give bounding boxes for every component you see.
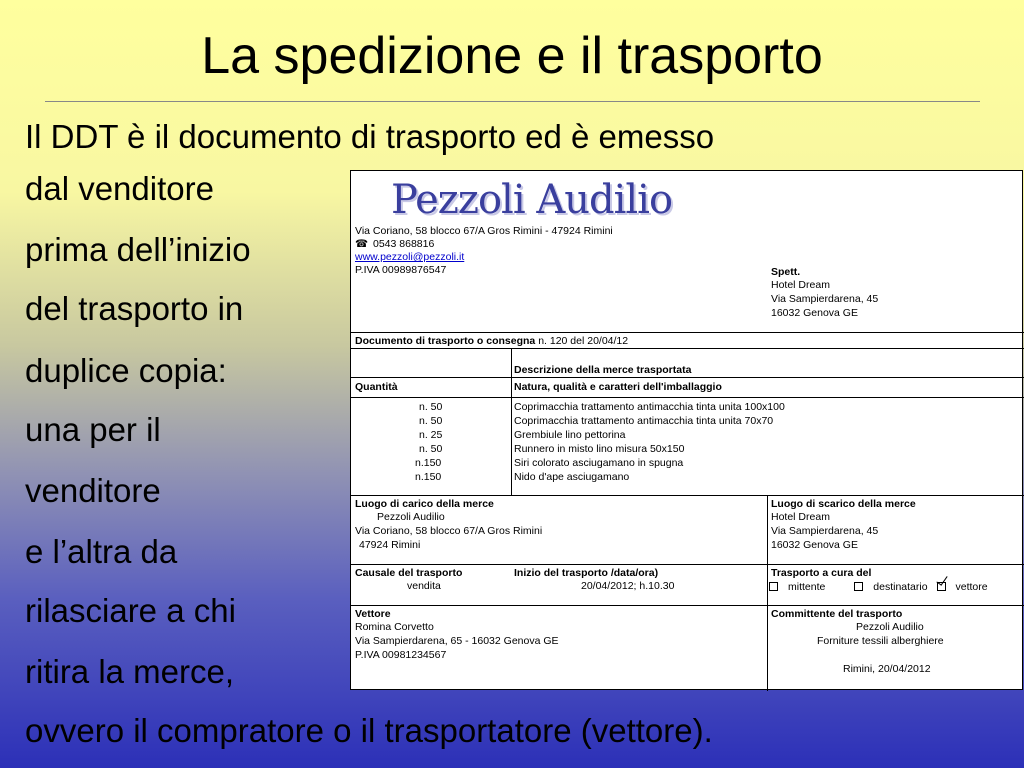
- row-qty: n. 50: [419, 443, 443, 455]
- client-place-date: Rimini, 20/04/2012: [843, 663, 931, 675]
- option-vettore: vettore: [955, 581, 988, 593]
- text-line-11: ovvero il compratore o il trasportatore (vettore).: [25, 712, 713, 749]
- text-line-4: del trasporto in: [25, 290, 244, 327]
- row-desc: Grembiule lino pettorina: [514, 429, 626, 441]
- doc-number-value: n. 120 del 20/04/12: [538, 335, 629, 347]
- option-destinatario: destinatario: [873, 581, 928, 593]
- client-name: Pezzoli Audilio: [856, 621, 924, 633]
- text-line-7: venditore: [25, 472, 161, 509]
- start-label: Inizio del trasporto /data/ora): [514, 567, 659, 579]
- checkbox-vettore-checked[interactable]: [937, 582, 946, 591]
- checkbox-mittente[interactable]: [769, 582, 778, 591]
- recipient-name: Hotel Dream: [771, 279, 830, 291]
- text-line-8: e l’altra da: [25, 533, 178, 570]
- row-qty: n. 50: [419, 401, 443, 413]
- row-qty: n. 50: [419, 415, 443, 427]
- qty-header: Quantità: [355, 381, 398, 393]
- desc-header: Descrizione della merce trasportata: [514, 364, 692, 376]
- start-value: 20/04/2012; h.10.30: [581, 580, 675, 592]
- text-line-2: dal venditore: [25, 170, 214, 207]
- text-line-6: una per il: [25, 411, 161, 448]
- sender-address: Via Coriano, 58 blocco 67/A Gros Rimini - 47924 Rimini: [355, 225, 613, 237]
- carrier-vat: P.IVA 00981234567: [355, 649, 447, 661]
- carrier-label: Vettore: [355, 608, 391, 620]
- text-line-10: ritira la merce,: [25, 653, 235, 690]
- carrier-street: Via Sampierdarena, 65 - 16032 Genova GE: [355, 635, 559, 647]
- text-line-1: Il DDT è il documento di trasporto ed è emesso: [25, 118, 715, 155]
- option-mittente: mittente: [788, 581, 826, 593]
- doc-number-line: [355, 335, 628, 348]
- recipient-label: Spett.: [771, 266, 801, 278]
- text-line-5: duplice copia:: [25, 352, 227, 389]
- row-qty: n. 25: [419, 429, 443, 441]
- loading-street: Via Coriano, 58 blocco 67/A Gros Rimini: [355, 525, 543, 537]
- text-line-9: rilasciare a chi: [25, 592, 236, 629]
- transport-by-label: Trasporto a cura del: [771, 567, 872, 579]
- client-business: Forniture tessili alberghiere: [817, 635, 944, 647]
- unloading-city: 16032 Genova GE: [771, 539, 858, 551]
- nature-header: Natura, qualità e caratteri dell'imballaggio: [514, 381, 722, 393]
- brand-logo: Pezzoli Audilio: [391, 177, 673, 223]
- transport-by-options: [769, 581, 988, 594]
- sender-vat: P.IVA 00989876547: [355, 264, 447, 276]
- recipient-city: 16032 Genova GE: [771, 307, 858, 319]
- recipient-street: Via Sampierdarena, 45: [771, 293, 879, 305]
- reason-label: Causale del trasporto: [355, 567, 463, 579]
- unloading-street: Via Sampierdarena, 45: [771, 525, 879, 537]
- phone-icon: ☎: [355, 238, 369, 250]
- sender-website-link[interactable]: www.pezzoli@pezzoli.it: [355, 251, 465, 263]
- row-desc: Coprimacchia trattamento antimacchia tinta unita 100x100: [514, 401, 785, 413]
- reason-value: vendita: [407, 580, 441, 592]
- client-label: Committente del trasporto: [771, 608, 903, 620]
- text-line-3: prima dell’inizio: [25, 231, 251, 268]
- loading-name: Pezzoli Audilio: [377, 511, 445, 523]
- loading-label: Luogo di carico della merce: [355, 498, 494, 510]
- row-qty: n.150: [415, 471, 442, 483]
- carrier-name: Romina Corvetto: [355, 621, 434, 633]
- unloading-label: Luogo di scarico della merce: [771, 498, 916, 510]
- title-divider: [45, 101, 980, 102]
- unloading-name: Hotel Dream: [771, 511, 830, 523]
- sender-phone-row: [355, 238, 434, 251]
- loading-city: 47924 Rimini: [359, 539, 421, 551]
- row-qty: n.150: [415, 457, 442, 469]
- row-desc: Runnero in misto lino misura 50x150: [514, 443, 685, 455]
- row-desc: Nido d'ape asciugamano: [514, 471, 630, 483]
- ddt-document-image: [350, 170, 1023, 690]
- row-desc: Siri colorato asciugamano in spugna: [514, 457, 684, 469]
- checkbox-destinatario[interactable]: [854, 582, 863, 591]
- row-desc: Coprimacchia trattamento antimacchia tinta unita 70x70: [514, 415, 774, 427]
- doc-number-label: Documento di trasporto o consegna: [355, 335, 536, 347]
- sender-phone: 0543 868816: [373, 238, 435, 250]
- slide-title: La spedizione e il trasporto: [201, 27, 823, 85]
